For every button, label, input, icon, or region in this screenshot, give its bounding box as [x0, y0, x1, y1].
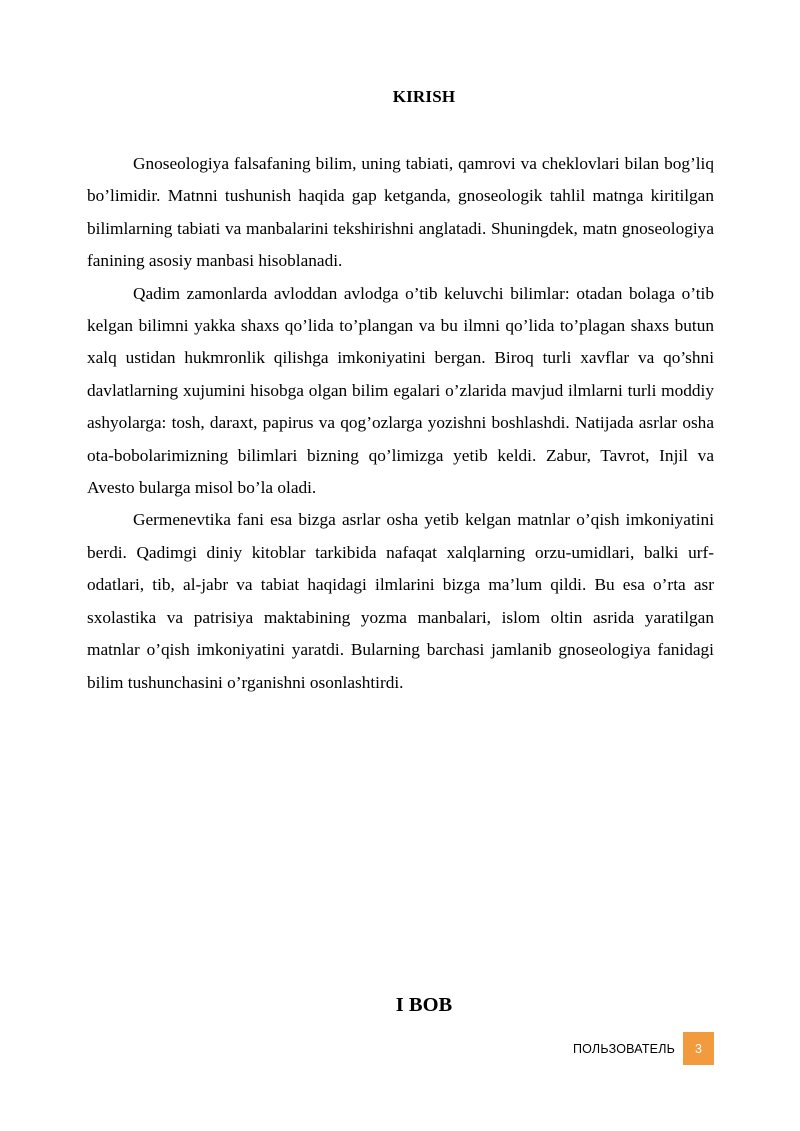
page-footer — [573, 1032, 714, 1065]
chapter-heading: I BOB — [395, 994, 453, 1016]
paragraph-2: Qadim zamonlarda avloddan avlodga o’tib keluvchi bilimlar: otadan bolaga o’tib kelgan bilimni yakka shaxs qo’lida to’plangan va bu ilmni qo’lida to’plagan shaxs butun xalq ustidan hukmronlik qilishga imkoniyatini bergan. Biroq turli xavflar va qo’shni davlatlarning xujumini hisobga olgan bilim egalari o’zlarida mavjud ilmlarni turli moddiy ashyolarga: tosh, daraxt, papirus va qog’ozlarga yozishni boshlashdi. Natijada asrlar osha ota-bobolarimizning bilimlari bizning qo’limizga yetib keldi. Zabur, Tavrot, Injil va Avesto bularga misol bo’la oladi. — [87, 283, 714, 498]
footer-author: ПОЛЬЗОВАТЕЛЬ — [572, 1041, 675, 1056]
body-text — [87, 148, 714, 699]
section-title: KIRISH — [392, 87, 456, 106]
page-number-badge: 3 — [683, 1032, 714, 1065]
paragraph-1: Gnoseologiya falsafaning bilim, uning tabiati, qamrovi va cheklovlari bilan bog’liq bo’limidir. Matnni tushunish haqida gap ketganda, gnoseologik tahlil matnga kiritilgan bilimlarning tabiati va manbalarini tekshirishni anglatadi. Shuningdek, matn gnoseologiya fanining asosiy manbasi hisoblanadi. — [87, 154, 714, 271]
paragraph-3: Germenevtika fani esa bizga asrlar osha yetib kelgan matnlar o’qish imkoniyatini berdi. Qadimgi diniy kitoblar tarkibida nafaqat xalqlarning orzu-umidlari, balki urf-odatlari, tib, al-jabr va tabiat haqidagi ilmlarini bizga ma’lum qildi. Bu esa o’rta asr sxolastika va patrisiya maktabining yozma manbalari, islom oltin asrida yaratilgan matnlar o’qish imkoniyatini yaratdi. Bularning barchasi jamlanib gnoseologiya fanidagi bilim tushunchasini o’rganishni osonlashtirdi. — [87, 510, 714, 692]
